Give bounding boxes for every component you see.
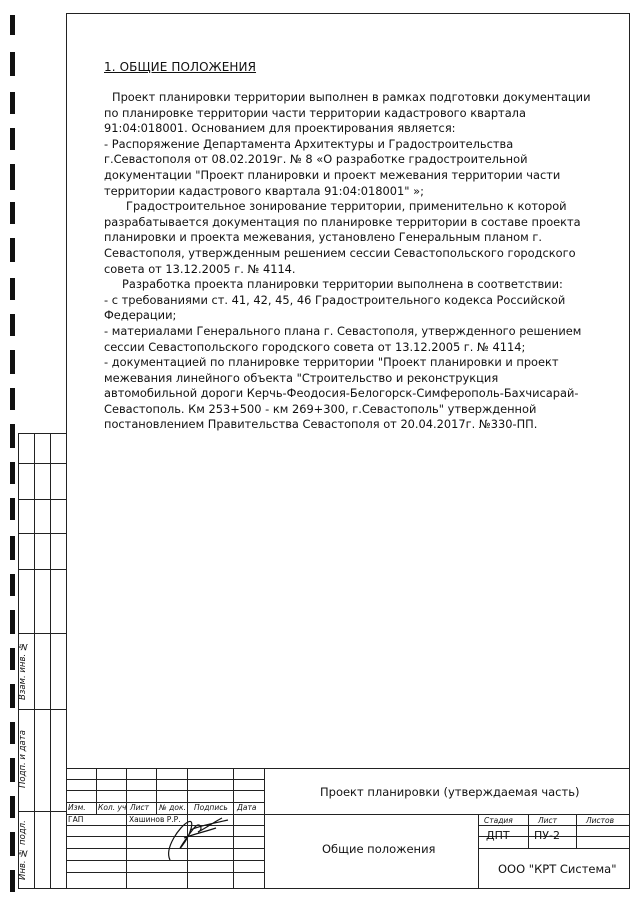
tb-header-data: Дата	[237, 803, 257, 812]
binding-mark	[10, 462, 15, 484]
tb-header-list: Лист	[130, 803, 150, 812]
replaced-inventory-label: Взам. инв. №	[18, 641, 28, 701]
binding-mark	[10, 684, 15, 708]
document-body	[104, 60, 594, 433]
binding-mark	[10, 536, 15, 560]
binding-mark	[10, 610, 15, 634]
company-name: ООО "КРТ Система"	[498, 862, 617, 876]
strip-line	[50, 433, 51, 889]
paragraph: Проект планировки территории выполнен в рамках подготовки документации по планировке территории части территории кадастрового квартала 91:04:018001. Основанием для проектирования является:	[104, 90, 591, 136]
binding-mark	[10, 648, 15, 670]
strip-line	[34, 433, 35, 889]
strip-line	[18, 533, 66, 534]
paragraph: - Распоряжение Департамента Архитектуры и Градостроительства г.Севастополя от 08.02.2019г. № 8 «О разработке градостроительной документации "Проект планировки и проект межевания территории части территории кадастрового квартала 91:04:018001" »;	[104, 136, 561, 198]
original-inventory-label: Инв. № подл.	[18, 820, 28, 880]
sheet-header: Лист	[538, 816, 558, 825]
tb-line	[528, 814, 529, 848]
strip-line	[18, 499, 66, 500]
signature-date-label: Подп. и дата	[18, 730, 28, 788]
tb-line	[233, 768, 234, 889]
binding-mark	[10, 574, 15, 596]
tb-line	[126, 768, 127, 889]
binding-mark	[10, 202, 15, 224]
tb-line	[156, 768, 157, 814]
tb-line	[478, 814, 479, 889]
binding-mark	[10, 758, 15, 782]
binding-mark	[10, 350, 15, 374]
tb-line	[66, 768, 630, 769]
binding-mark	[10, 498, 15, 520]
sheet-title: Общие положения	[322, 842, 436, 856]
binding-mark	[10, 424, 15, 448]
tb-header-ndok: № док.	[159, 803, 186, 812]
sheets-header: Листов	[586, 816, 615, 825]
tb-line	[478, 848, 630, 849]
tb-line	[66, 872, 264, 873]
sheet-value: ПУ-2	[534, 829, 560, 842]
project-title: Проект планировки (утверждаемая часть)	[320, 785, 580, 799]
tb-line	[478, 825, 630, 826]
binding-mark	[10, 870, 15, 892]
list-item: - материалами Генерального плана г. Севастополя, утвержденного решением сессии Севастопольского городского совета от 13.12.2005 г. № 4114;	[104, 323, 582, 354]
binding-mark	[10, 722, 15, 744]
tb-line	[96, 768, 97, 814]
binding-mark	[10, 164, 15, 190]
binding-mark	[10, 92, 15, 114]
tb-header-kol: Кол. уч	[98, 803, 127, 812]
tb-header-izm: Изм.	[68, 803, 86, 812]
binding-mark	[10, 15, 15, 35]
binding-mark	[10, 238, 15, 262]
paragraph: Градостроительное зонирование территории, применительно к которой разрабатывается документация по планировке территории в составе проекта планировки и проекта межевания, установлено Генеральным планом г. Севастополя, утвержденным решением сессии Севастопольского городского совета от 13.12.2005 г. № 4114.	[104, 199, 581, 276]
stage-value: ДПТ	[486, 829, 510, 842]
title-block	[66, 768, 630, 889]
binding-mark	[10, 278, 15, 300]
binding-mark	[10, 52, 15, 76]
tb-person: Хашинов Р.Р.	[129, 815, 181, 824]
strip-line	[18, 888, 66, 889]
binding-mark	[10, 832, 15, 856]
paragraph: Разработка проекта планировки территории выполнена в соответствии:	[122, 277, 563, 292]
strip-line	[18, 569, 66, 570]
binding-mark	[10, 388, 15, 410]
tb-line	[264, 768, 265, 889]
strip-line	[18, 433, 66, 434]
signature-drawing	[160, 808, 232, 868]
strip-line	[18, 463, 66, 464]
stage-header: Стадия	[484, 816, 513, 825]
list-item: - документацией по планировке территории "Проект планировки и проект межевания линейного объекта "Строительство и реконструкция автомобильной дороги Керчь-Феодосия-Белогорск-Симферополь-Бахчисарай-Севастополь. Км 253+500 - км 269+300, г.Севастополь" утвержденной постановлением Правительства Севастополя от 20.04.2017г. №330-ПП.	[104, 355, 579, 432]
list-item: - с требованиями ст. 41, 42, 45, 46 Градостроительного кодекса Российской Федерации;	[104, 292, 566, 323]
section-title: 1. ОБЩИЕ ПОЛОЖЕНИЯ	[104, 60, 257, 74]
strip-line	[18, 633, 66, 634]
binding-mark	[10, 796, 15, 818]
tb-role: ГАП	[68, 815, 84, 824]
tb-line	[576, 814, 577, 848]
binding-mark	[10, 128, 15, 150]
tb-header-podpis: Подпись	[194, 803, 228, 812]
strip-line	[18, 709, 66, 710]
binding-mark	[10, 314, 15, 336]
strip-line	[18, 811, 66, 812]
